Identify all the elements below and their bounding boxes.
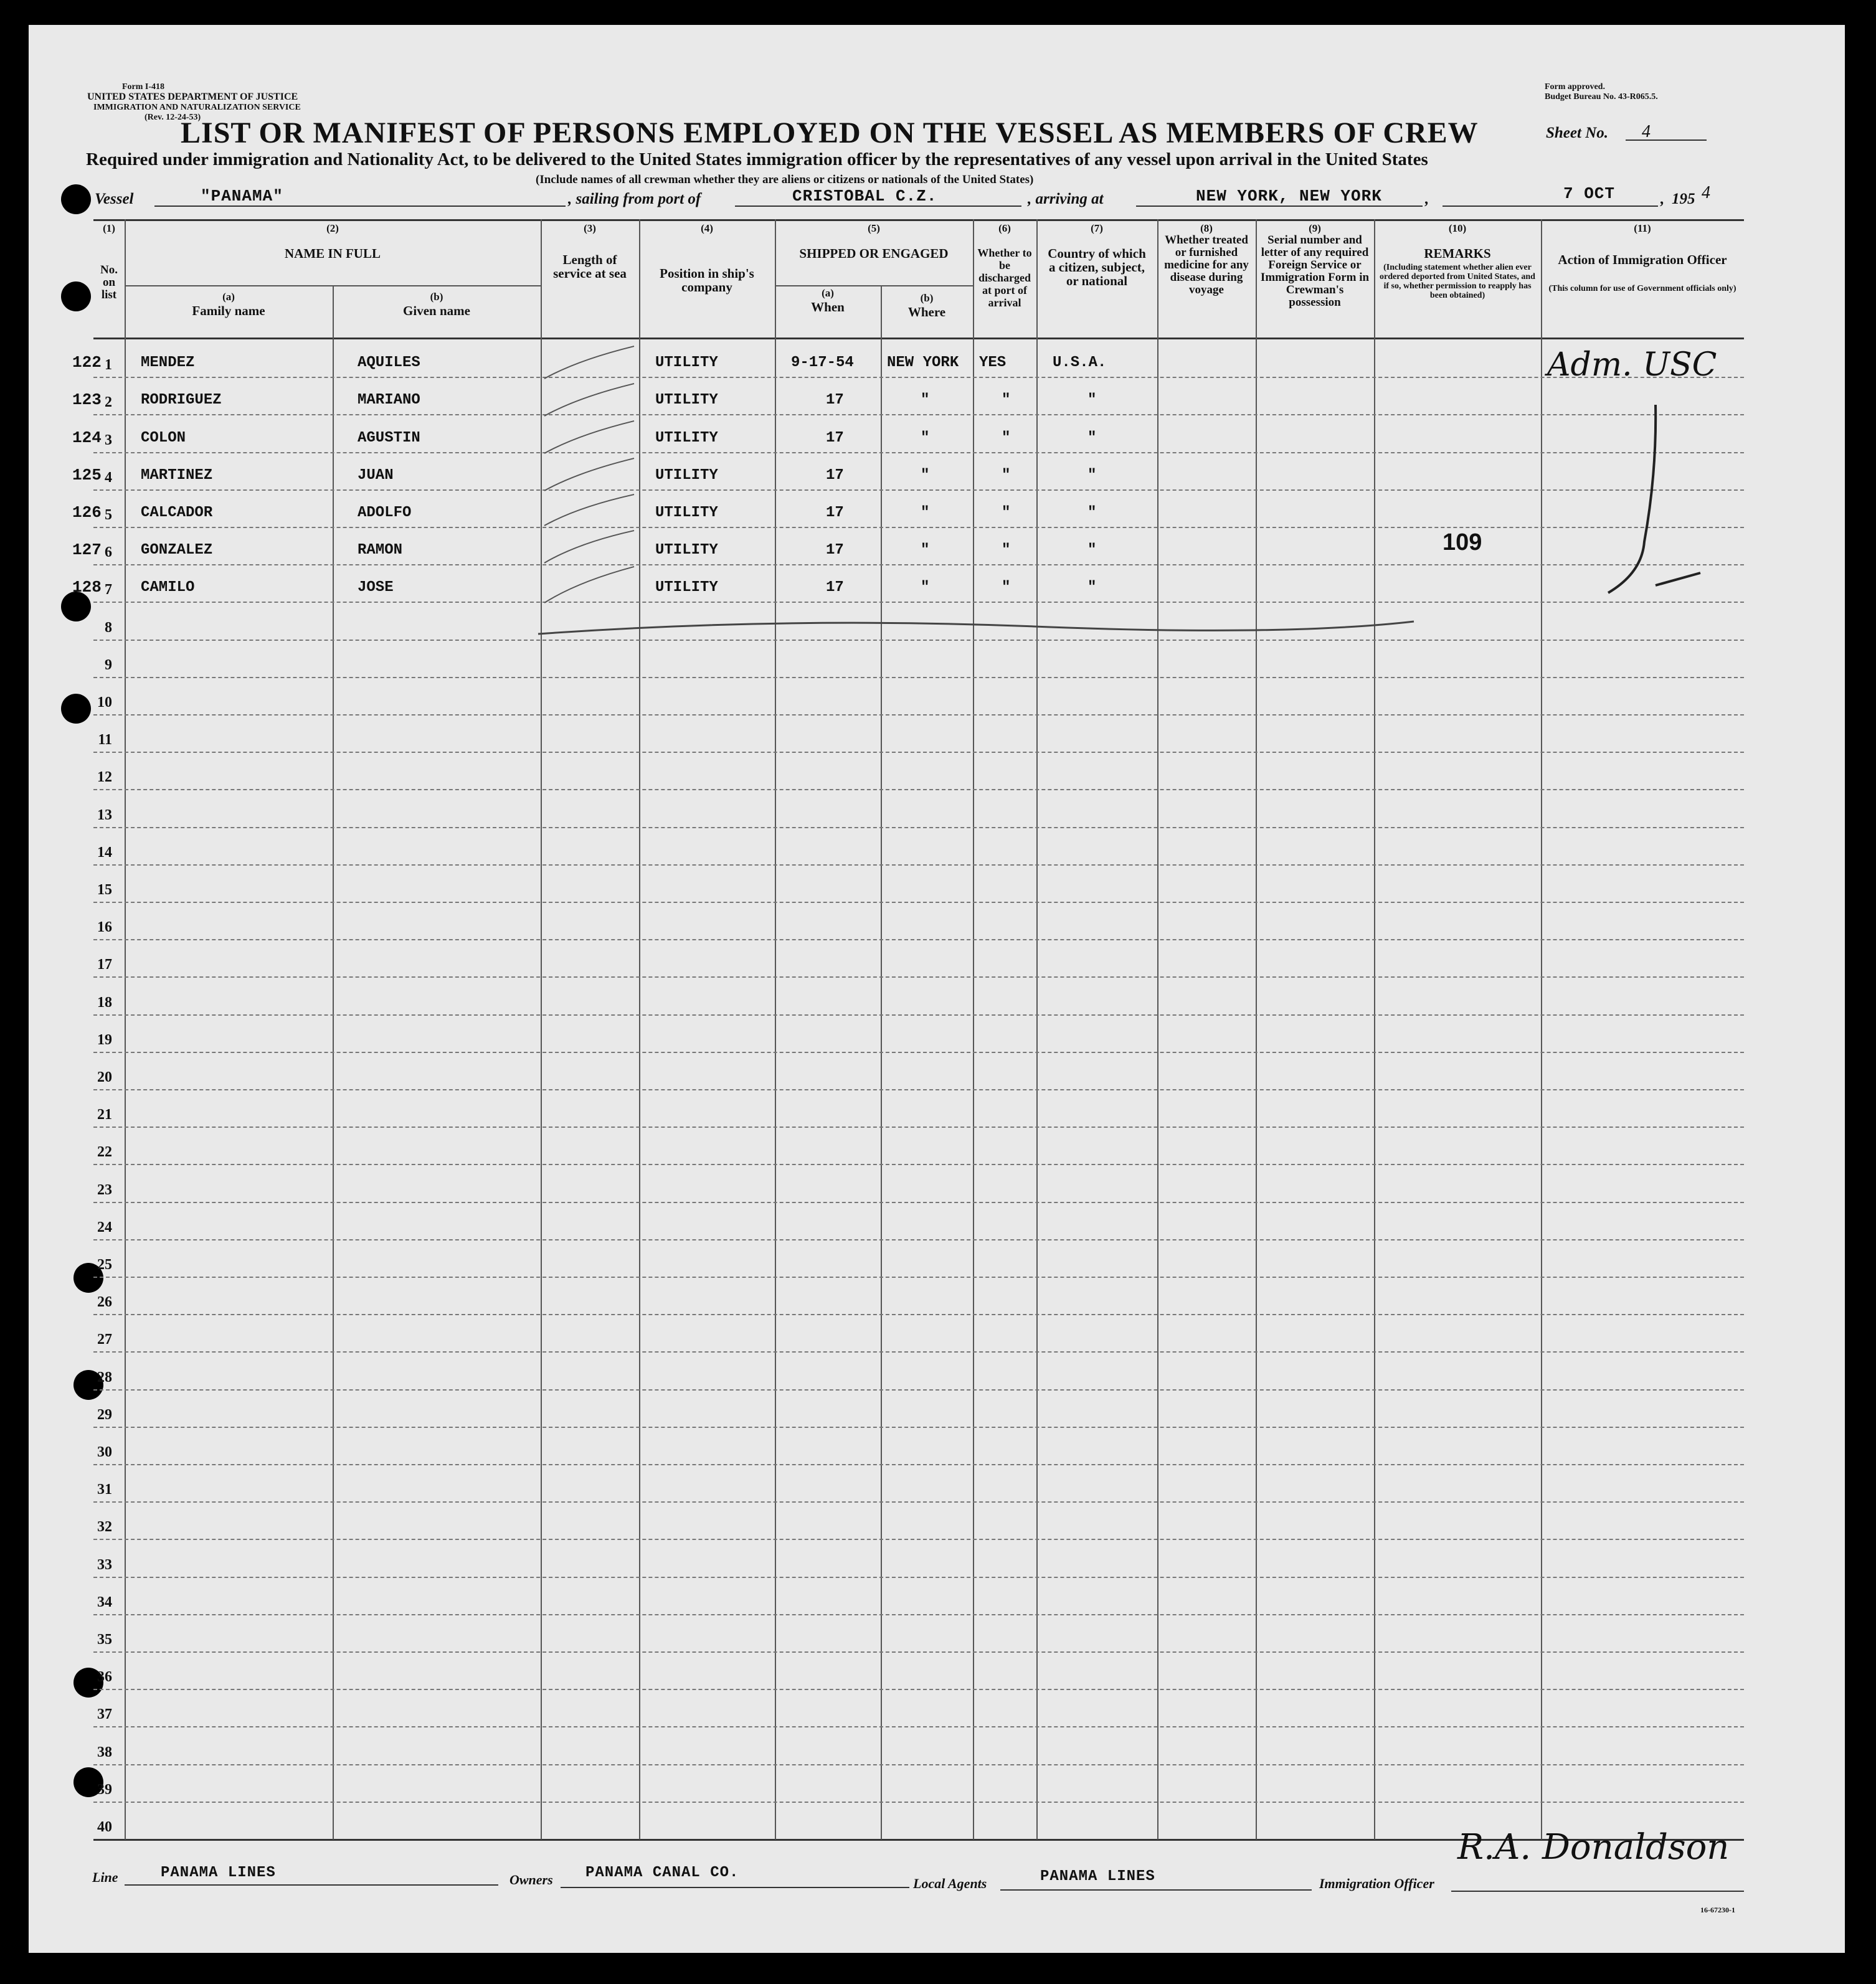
shipped-where: " — [921, 392, 930, 409]
row-line — [93, 752, 1744, 753]
vessel-label: Vessel — [95, 191, 134, 207]
tick-mark — [544, 346, 634, 379]
discharged: " — [1002, 504, 1011, 521]
row-number: 29 — [97, 1407, 112, 1423]
col3-header: Length of service at sea — [553, 252, 627, 281]
sheet-number: 4 — [1642, 122, 1651, 141]
row-line — [93, 1202, 1744, 1203]
port-underline — [735, 205, 1021, 207]
end-of-list-line — [536, 616, 1420, 641]
name-subhead-line — [125, 285, 541, 286]
given-name: MARIANO — [358, 392, 420, 409]
row-line — [93, 1764, 1744, 1765]
col-divider — [1256, 219, 1257, 1840]
remarks-count: 109 — [1443, 529, 1482, 555]
position: UTILITY — [655, 392, 718, 409]
row-line — [93, 1689, 1744, 1690]
discharged: " — [1002, 579, 1011, 596]
row-line — [93, 1127, 1744, 1128]
col-divider — [1157, 219, 1158, 1840]
shipped-where: " — [921, 542, 930, 559]
previous-list-number: 124 — [72, 428, 102, 447]
budget-bureau: Budget Bureau No. 43-R065.5. — [1545, 92, 1658, 102]
row-line — [93, 1501, 1744, 1503]
row-number: 14 — [97, 844, 112, 861]
owners-label: Owners — [509, 1872, 553, 1887]
row-number: 18 — [97, 994, 112, 1011]
row-line — [93, 1539, 1744, 1540]
row-number: 22 — [97, 1144, 112, 1160]
country: U.S.A. — [1053, 354, 1107, 371]
col2b-header: Given name — [403, 303, 470, 318]
family-name: RODRIGUEZ — [141, 392, 222, 409]
col2a-header: Family name — [192, 303, 265, 318]
sailing-port: CRISTOBAL C.Z. — [792, 187, 937, 205]
col5-num: (5) — [868, 222, 880, 234]
row-number: 35 — [97, 1632, 112, 1648]
table-header-bottom — [93, 338, 1744, 339]
row-number: 11 — [98, 732, 112, 748]
col4-header: Position in ship's company — [660, 266, 754, 295]
discharged: " — [1002, 542, 1011, 559]
include-note: (Include names of all crewman whether they are aliens or citizens or nationals of the United States) — [536, 173, 1034, 186]
tick-mark — [544, 567, 634, 603]
discharged: YES — [979, 354, 1007, 371]
line-value: PANAMA LINES — [161, 1864, 276, 1881]
action-bracket — [1607, 399, 1707, 610]
family-name: CALCADOR — [141, 504, 213, 521]
country: " — [1087, 542, 1097, 559]
country: " — [1087, 430, 1097, 446]
position: UTILITY — [655, 504, 718, 521]
discharged: " — [1002, 467, 1011, 484]
row-line — [93, 452, 1744, 453]
row-line — [93, 1314, 1744, 1315]
row-line — [93, 1577, 1744, 1578]
row-number: 24 — [97, 1219, 112, 1235]
form-number: Form I-418 — [122, 82, 165, 92]
row-line — [93, 1052, 1744, 1053]
col1-header-text: No. on list — [100, 263, 118, 301]
previous-list-number: 126 — [72, 503, 102, 522]
arrival-port: NEW YORK, NEW YORK — [1196, 187, 1382, 205]
service: IMMIGRATION AND NATURALIZATION SERVICE — [93, 103, 301, 112]
col6-header: Whether to be discharged at port of arrival — [977, 247, 1032, 309]
shipped-where: " — [921, 579, 930, 596]
agents-value: PANAMA LINES — [1040, 1868, 1155, 1885]
row-line — [93, 602, 1744, 603]
row-number: 23 — [97, 1182, 112, 1198]
row-number: 25 — [97, 1257, 112, 1273]
row-line — [93, 1726, 1744, 1727]
punch-hole — [61, 281, 91, 311]
row-line — [93, 714, 1744, 716]
row-line — [93, 1464, 1744, 1465]
vessel-name: "PANAMA" — [201, 187, 283, 205]
position: UTILITY — [655, 542, 718, 559]
vessel-underline — [154, 205, 566, 207]
row-number: 7 — [105, 582, 112, 598]
row-number: 10 — [97, 694, 112, 711]
row-line — [93, 1651, 1744, 1653]
row-line — [93, 527, 1744, 528]
country: " — [1087, 504, 1097, 521]
row-number: 31 — [97, 1481, 112, 1498]
discharged: " — [1002, 392, 1011, 409]
row-number: 16 — [97, 919, 112, 935]
row-line — [93, 414, 1744, 415]
col2b-num: (b) — [430, 291, 443, 303]
col5-header: SHIPPED OR ENGAGED — [799, 246, 949, 261]
revision: (Rev. 12-24-53) — [144, 113, 201, 122]
col-divider — [125, 219, 126, 1840]
row-number: 30 — [97, 1444, 112, 1460]
row-number: 27 — [97, 1331, 112, 1348]
owners-underline — [561, 1887, 909, 1888]
col-divider — [1374, 219, 1375, 1840]
print-code: 16-67230-1 — [1700, 1906, 1735, 1914]
previous-list-number: 122 — [72, 353, 102, 372]
col9-header: Serial number and letter of any required Foreign Service or Immigration Form in Crewman's possession — [1260, 234, 1370, 309]
row-number: 37 — [97, 1706, 112, 1722]
punch-hole — [61, 184, 91, 214]
agents-underline — [1000, 1889, 1312, 1891]
sheet-label: Sheet No. — [1546, 125, 1608, 141]
row-number: 5 — [105, 507, 112, 523]
shipped-when: 9-17-54 — [791, 354, 854, 371]
family-name: MENDEZ — [141, 354, 195, 371]
row-line — [93, 1164, 1744, 1165]
officer-label: Immigration Officer — [1319, 1876, 1434, 1891]
row-number: 33 — [97, 1557, 112, 1573]
position: UTILITY — [655, 467, 718, 484]
row-number: 4 — [105, 470, 112, 486]
sailing-label: , sailing from port of — [568, 191, 701, 207]
row-line — [93, 1389, 1744, 1391]
row-line — [93, 1802, 1744, 1803]
arriving-label: , arriving at — [1028, 191, 1104, 207]
col-divider — [1541, 219, 1542, 1840]
row-line — [93, 677, 1744, 678]
page-title: LIST OR MANIFEST OF PERSONS EMPLOYED ON THE VESSEL AS MEMBERS OF CREW — [181, 116, 1479, 149]
row-number: 34 — [97, 1594, 112, 1610]
col5a-num: (a) — [822, 287, 834, 299]
col3-num: (3) — [584, 222, 596, 234]
row-number: 39 — [97, 1782, 112, 1798]
row-number: 9 — [105, 657, 112, 673]
row-number: 26 — [97, 1294, 112, 1310]
row-number: 21 — [97, 1107, 112, 1123]
page-subtitle: Required under immigration and Nationality Act, to be delivered to the United States immigration officer by the representatives of any vessel upon arrival in the United States — [86, 149, 1428, 169]
position: UTILITY — [655, 579, 718, 596]
col2-header: NAME IN FULL — [284, 246, 381, 261]
officer-signature: R.A. Donaldson — [1457, 1827, 1730, 1868]
row-line — [93, 976, 1744, 978]
arrival-date: 7 OCT — [1563, 184, 1616, 203]
row-number: 17 — [97, 957, 112, 973]
row-number: 20 — [97, 1069, 112, 1085]
col10-num: (10) — [1448, 222, 1467, 234]
country: " — [1087, 467, 1097, 484]
col9-num: (9) — [1309, 222, 1321, 234]
col2a-num: (a) — [222, 291, 235, 303]
tick-mark — [544, 458, 634, 491]
table-top-border — [93, 219, 1744, 221]
comma-2: , — [1660, 191, 1665, 207]
col11-note: (This column for use of Government officials only) — [1548, 284, 1736, 293]
row-number: 8 — [105, 620, 112, 636]
row-line — [93, 1014, 1744, 1016]
row-number: 12 — [97, 769, 112, 785]
previous-list-number: 123 — [72, 390, 102, 409]
col2-num: (2) — [326, 222, 339, 234]
shipped-when: 17 — [826, 430, 844, 446]
col5b-header: Where — [907, 305, 946, 319]
date-underline — [1443, 205, 1658, 207]
row-number: 32 — [97, 1519, 112, 1535]
col-divider — [1036, 219, 1038, 1840]
col7-num: (7) — [1091, 222, 1103, 234]
previous-list-number: 127 — [72, 541, 102, 559]
given-name: RAMON — [358, 542, 403, 559]
previous-list-number: 128 — [72, 578, 102, 597]
given-name: ADOLFO — [358, 504, 412, 521]
col10-note: (Including statement whether alien ever ordered deported from United States, and if so, whether permission to reapply has been obtained) — [1380, 263, 1535, 300]
row-line — [93, 1351, 1744, 1353]
previous-list-number: 125 — [72, 466, 102, 484]
service-tick-marks — [541, 341, 640, 628]
line-label: Line — [92, 1869, 118, 1885]
col1-num: (1) — [103, 222, 115, 234]
country: " — [1087, 392, 1097, 409]
given-name: JOSE — [358, 579, 394, 596]
col6-num: (6) — [998, 222, 1011, 234]
tick-mark — [544, 494, 634, 526]
sheet-underline — [1626, 139, 1707, 141]
shipped-when: 17 — [826, 392, 844, 409]
row-number: 36 — [97, 1669, 112, 1685]
position: UTILITY — [655, 354, 718, 371]
col11-num: (11) — [1634, 222, 1651, 234]
discharged: " — [1002, 430, 1011, 446]
shipped-when: 17 — [826, 467, 844, 484]
shipped-when: 17 — [826, 579, 844, 596]
position: UTILITY — [655, 430, 718, 446]
given-name: AQUILES — [358, 354, 420, 371]
row-line — [93, 377, 1744, 378]
agents-label: Local Agents — [913, 1876, 987, 1891]
row-number: 3 — [105, 432, 112, 448]
row-line — [93, 827, 1744, 828]
shipped-when: 17 — [826, 542, 844, 559]
row-number: 6 — [105, 544, 112, 560]
arrival-underline — [1136, 205, 1423, 207]
family-name: CAMILO — [141, 579, 195, 596]
col-divider — [775, 219, 776, 1840]
shipped-when: 17 — [826, 504, 844, 521]
owners-value: PANAMA CANAL CO. — [585, 1864, 739, 1881]
row-line — [93, 864, 1744, 866]
shipped-where: " — [921, 430, 930, 446]
family-name: MARTINEZ — [141, 467, 213, 484]
col10-header: REMARKS — [1424, 246, 1491, 261]
department: UNITED STATES DEPARTMENT OF JUSTICE — [87, 92, 298, 102]
col7-header: Country of which a citizen, subject, or national — [1048, 246, 1146, 288]
shipped-where: " — [921, 504, 930, 521]
row-line — [93, 939, 1744, 940]
row-number: 2 — [105, 394, 112, 410]
row-line — [93, 1239, 1744, 1240]
row-line — [93, 789, 1744, 790]
form-approved: Form approved. — [1545, 82, 1605, 92]
col11-header: Action of Immigration Officer — [1558, 252, 1727, 267]
given-name: JUAN — [358, 467, 394, 484]
tick-mark — [544, 384, 634, 416]
line-underline — [125, 1884, 498, 1886]
col1-header — [95, 264, 123, 301]
col5b-num: (b) — [920, 292, 934, 304]
tick-mark — [544, 421, 634, 453]
officer-underline — [1451, 1891, 1744, 1892]
year-suffix: 4 — [1702, 183, 1710, 202]
row-number: 28 — [97, 1369, 112, 1386]
row-line — [93, 1089, 1744, 1090]
col5a-header: When — [811, 300, 845, 314]
row-number: 15 — [97, 882, 112, 898]
action-annotation: Adm. USC — [1547, 346, 1717, 384]
col8-num: (8) — [1200, 222, 1213, 234]
comma: , — [1425, 191, 1429, 207]
shipped-subhead-line — [775, 285, 973, 286]
row-line — [93, 902, 1744, 903]
col4-num: (4) — [701, 222, 713, 234]
col-divider — [973, 219, 974, 1840]
country: " — [1087, 579, 1097, 596]
row-line — [93, 564, 1744, 565]
row-number: 13 — [97, 807, 112, 823]
family-name: COLON — [141, 430, 186, 446]
row-line — [93, 1614, 1744, 1615]
row-line — [93, 489, 1744, 491]
row-number: 38 — [97, 1744, 112, 1760]
shipped-where: " — [921, 467, 930, 484]
row-line — [93, 1277, 1744, 1278]
row-number: 1 — [105, 357, 112, 373]
year-prefix: 195 — [1672, 191, 1695, 207]
family-name: GONZALEZ — [141, 542, 213, 559]
row-number: 19 — [97, 1032, 112, 1048]
shipped-where: NEW YORK — [887, 354, 959, 371]
row-number: 40 — [97, 1819, 112, 1835]
col8-header: Whether treated or furnished medicine for any disease during voyage — [1164, 234, 1249, 296]
col-divider — [333, 286, 334, 1840]
given-name: AGUSTIN — [358, 430, 420, 446]
tick-mark — [544, 531, 634, 563]
row-line — [93, 1427, 1744, 1428]
